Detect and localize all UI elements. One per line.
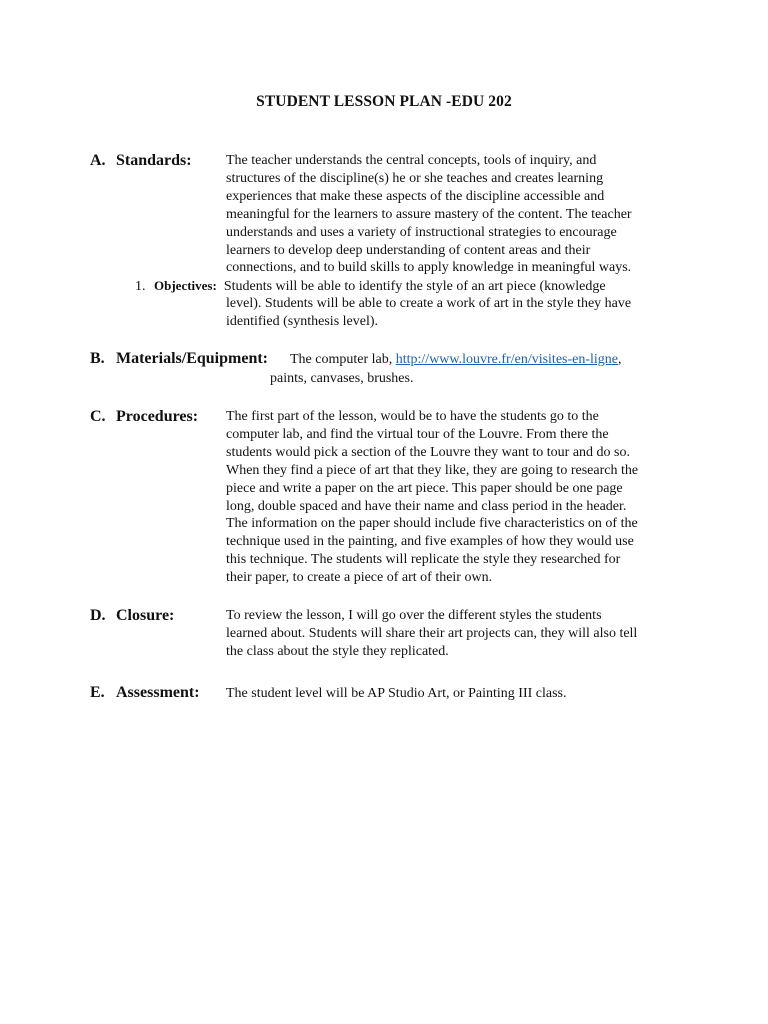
- section-d-heading: [90, 607, 174, 625]
- section-a-line: learners to develop deep understanding of content areas and their: [226, 242, 591, 258]
- materials-comma: ,: [618, 352, 622, 367]
- section-c-line: this technique. The students will replicate the style they researched for: [226, 552, 621, 568]
- section-c-line: computer lab, and find the virtual tour of the Louvre. From there the: [226, 426, 609, 442]
- section-e-letter: E.: [90, 684, 105, 701]
- section-c-line: piece and write a paper on the art piece. This paper should be one page: [226, 480, 623, 496]
- section-b-first-line: [290, 351, 622, 369]
- section-a-label: Standards:: [116, 152, 192, 169]
- objectives-first-line: Students will be able to identify the style of an art piece (knowledge: [223, 279, 606, 294]
- section-a-line: meaningful for the learners to assure mastery of the content. The teacher: [226, 206, 632, 222]
- section-e-line: The student level will be AP Studio Art, or Painting III class.: [226, 686, 567, 701]
- section-e-heading: [90, 684, 200, 702]
- section-d-letter: D.: [90, 607, 106, 624]
- objectives-label: Objectives:: [154, 278, 217, 293]
- section-d-line: learned about. Students will share their art projects can, they will also tell: [226, 625, 638, 641]
- section-d-line: To review the lesson, I will go over the different styles the students: [226, 608, 602, 623]
- louvre-link[interactable]: http://www.louvre.fr/en/visites-en-ligne: [395, 352, 619, 367]
- section-a-line: understands and uses a variety of instructional strategies to encourage: [226, 224, 617, 240]
- objectives-number: 1.: [135, 279, 146, 294]
- section-c-heading: [90, 408, 198, 426]
- section-c-line: The information on the paper should include five characteristics on of the: [226, 516, 638, 532]
- section-b-letter: B.: [90, 350, 105, 367]
- section-c-letter: C.: [90, 408, 106, 425]
- section-a-line: connections, and to build skills to apply knowledge in meaningful ways.: [226, 260, 632, 276]
- objectives-line: level). Students will be able to create a work of art in the style they have: [226, 296, 632, 311]
- objectives-line: identified (synthesis level).: [226, 313, 379, 329]
- materials-text: The computer lab,: [290, 352, 396, 367]
- section-e-label: Assessment:: [116, 684, 200, 701]
- section-c-line: students would pick a section of the Louvre they want to tour and do so.: [226, 444, 630, 460]
- section-a-letter: A.: [90, 152, 106, 169]
- section-d-label: Closure:: [116, 607, 175, 624]
- section-c-line: The first part of the lesson, would be to have the students go to the: [226, 409, 599, 424]
- section-c-label: Procedures:: [116, 408, 199, 425]
- section-c-line: When they find a piece of art that they like, they are going to research the: [226, 462, 639, 478]
- section-b-label: Materials/Equipment:: [116, 350, 268, 367]
- section-a-body: [226, 152, 674, 277]
- section-b-heading: [90, 350, 268, 368]
- section-e-body: [226, 685, 674, 703]
- section-b-second-line: paints, canvases, brushes.: [270, 371, 414, 386]
- section-d-body: [226, 607, 674, 661]
- document-title: STUDENT LESSON PLAN -EDU 202: [256, 93, 512, 110]
- objectives-continuation: [226, 295, 674, 331]
- section-a-line: The teacher understands the central concepts, tools of inquiry, and: [226, 153, 597, 168]
- section-c-line: their paper, to create a piece of art of their own.: [226, 570, 493, 586]
- section-a-line: structures of the discipline(s) he or she teaches and creates learning: [226, 170, 604, 186]
- section-a-line: experiences that make these aspects of the discipline accessible and: [226, 188, 605, 204]
- objectives-item: [135, 277, 675, 296]
- section-a-heading: [90, 152, 192, 170]
- section-c-line: technique used in the painting, and five examples of how they would use: [226, 534, 634, 550]
- section-c-line: long, double spaced and have their name and class period in the header.: [226, 498, 627, 514]
- section-c-body: [226, 408, 674, 587]
- section-d-line: the class about the style they replicated.: [226, 643, 449, 659]
